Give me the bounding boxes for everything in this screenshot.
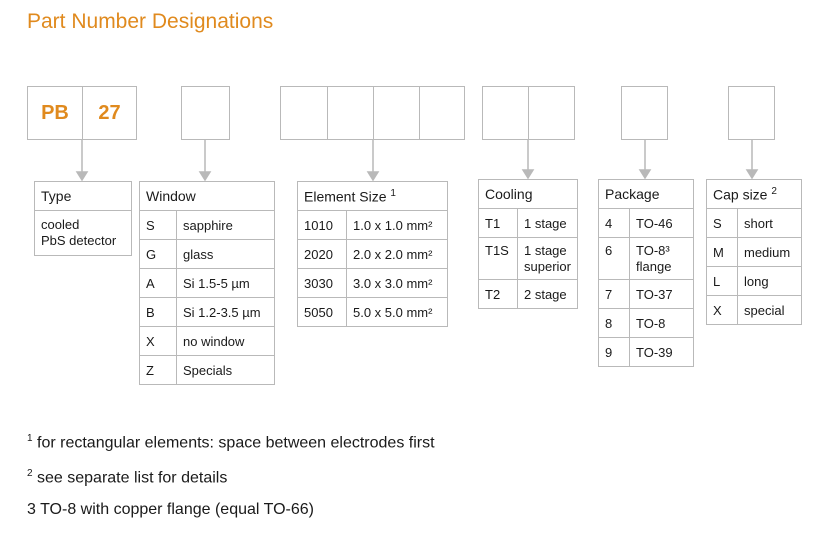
package-code: 9 (599, 338, 630, 367)
cap-code: M (707, 238, 738, 267)
page-title: Part Number Designations (27, 10, 274, 33)
package-label-line: flange (636, 258, 672, 274)
type-value (35, 211, 132, 256)
window-code: A (140, 269, 177, 298)
cap-label: medium (738, 238, 802, 267)
table-row (140, 211, 275, 240)
package-heading: Package (599, 180, 694, 209)
window-label: Si 1.5-5 µm (177, 269, 275, 298)
cooling-code: T2 (479, 280, 518, 309)
footnote (27, 458, 435, 493)
cooling-code: T1 (479, 209, 518, 238)
package-label: TO-39 (630, 338, 694, 367)
package-label: TO-46 (630, 209, 694, 238)
footnote-marker: 3 (27, 500, 36, 518)
window-label: glass (177, 240, 275, 269)
type-value-line: cooled (41, 217, 80, 232)
window-code: Z (140, 356, 177, 385)
cooling-label-line: 1 stage (524, 242, 567, 258)
type-value-line: PbS detector (41, 233, 117, 248)
package-code: 6 (599, 238, 630, 280)
table-row (479, 209, 578, 238)
table-row (599, 238, 694, 280)
footnote-marker: 1 (390, 187, 396, 199)
table-row (707, 296, 802, 325)
element-code: 1010 (298, 211, 347, 240)
table-row (140, 240, 275, 269)
table-row (140, 356, 275, 385)
cap-size-heading-text: Cap size (713, 186, 768, 203)
cooling-code: T1S (479, 238, 518, 280)
type-heading: Type (35, 182, 132, 211)
table-row (298, 269, 448, 298)
cap-size-table (706, 179, 802, 325)
cap-code: X (707, 296, 738, 325)
window-code: X (140, 327, 177, 356)
connector-arrows (0, 0, 817, 190)
window-label: Specials (177, 356, 275, 385)
footnote-marker: 2 (27, 468, 33, 480)
element-label: 5.0 x 5.0 mm² (347, 298, 448, 327)
package-label: TO-37 (630, 280, 694, 309)
footnote-marker: 2 (771, 185, 777, 197)
table-row (707, 209, 802, 238)
cooling-label (518, 238, 578, 280)
table-row (707, 267, 802, 296)
element-size-heading-text: Element Size (304, 188, 387, 205)
element-label: 1.0 x 1.0 mm² (347, 211, 448, 240)
table-row (298, 298, 448, 327)
cooling-label: 1 stage (518, 209, 578, 238)
table-row (140, 298, 275, 327)
element-code: 2020 (298, 240, 347, 269)
size-code: 27 (98, 101, 121, 124)
table-row (599, 338, 694, 367)
element-code: 5050 (298, 298, 347, 327)
package-code: 7 (599, 280, 630, 309)
footnotes (27, 423, 435, 525)
table-row (707, 238, 802, 267)
package-code: 4 (599, 209, 630, 238)
footnote-text: TO-8 with copper flange (equal TO-66) (35, 500, 314, 518)
cooling-label-line: superior (524, 258, 571, 274)
window-code: S (140, 211, 177, 240)
table-row (599, 280, 694, 309)
element-code: 3030 (298, 269, 347, 298)
window-label: Si 1.2-3.5 µm (177, 298, 275, 327)
package-label: TO-8 (630, 309, 694, 338)
element-size-heading (298, 182, 448, 211)
table-row (479, 238, 578, 280)
cap-size-heading (707, 180, 802, 209)
package-label-line: TO-8³ (636, 242, 670, 258)
element-size-table (297, 181, 448, 327)
package-table (598, 179, 694, 367)
element-label: 2.0 x 2.0 mm² (347, 240, 448, 269)
table-row (298, 211, 448, 240)
window-table (139, 181, 275, 385)
footnote (27, 494, 435, 525)
package-label (630, 238, 694, 280)
window-heading: Window (140, 182, 275, 211)
window-label: sapphire (177, 211, 275, 240)
cap-code: L (707, 267, 738, 296)
cooling-table (478, 179, 578, 309)
cooling-label: 2 stage (518, 280, 578, 309)
table-row (140, 327, 275, 356)
table-row (479, 280, 578, 309)
cap-label: short (738, 209, 802, 238)
table-row (140, 269, 275, 298)
window-code: B (140, 298, 177, 327)
footnote-text: see separate list for details (32, 469, 228, 487)
window-code: G (140, 240, 177, 269)
cap-label: special (738, 296, 802, 325)
footnote-marker: 1 (27, 433, 33, 444)
window-label: no window (177, 327, 275, 356)
table-row (599, 309, 694, 338)
cap-label: long (738, 267, 802, 296)
type-table (34, 181, 132, 256)
package-code: 8 (599, 309, 630, 338)
cap-code: S (707, 209, 738, 238)
prefix-code: PB (28, 87, 83, 139)
element-label: 3.0 x 3.0 mm² (347, 269, 448, 298)
cooling-heading: Cooling (479, 180, 578, 209)
table-row (298, 240, 448, 269)
footnote-text: for rectangular elements: space between electrodes first (32, 434, 435, 452)
footnote (27, 423, 435, 458)
table-row (599, 209, 694, 238)
